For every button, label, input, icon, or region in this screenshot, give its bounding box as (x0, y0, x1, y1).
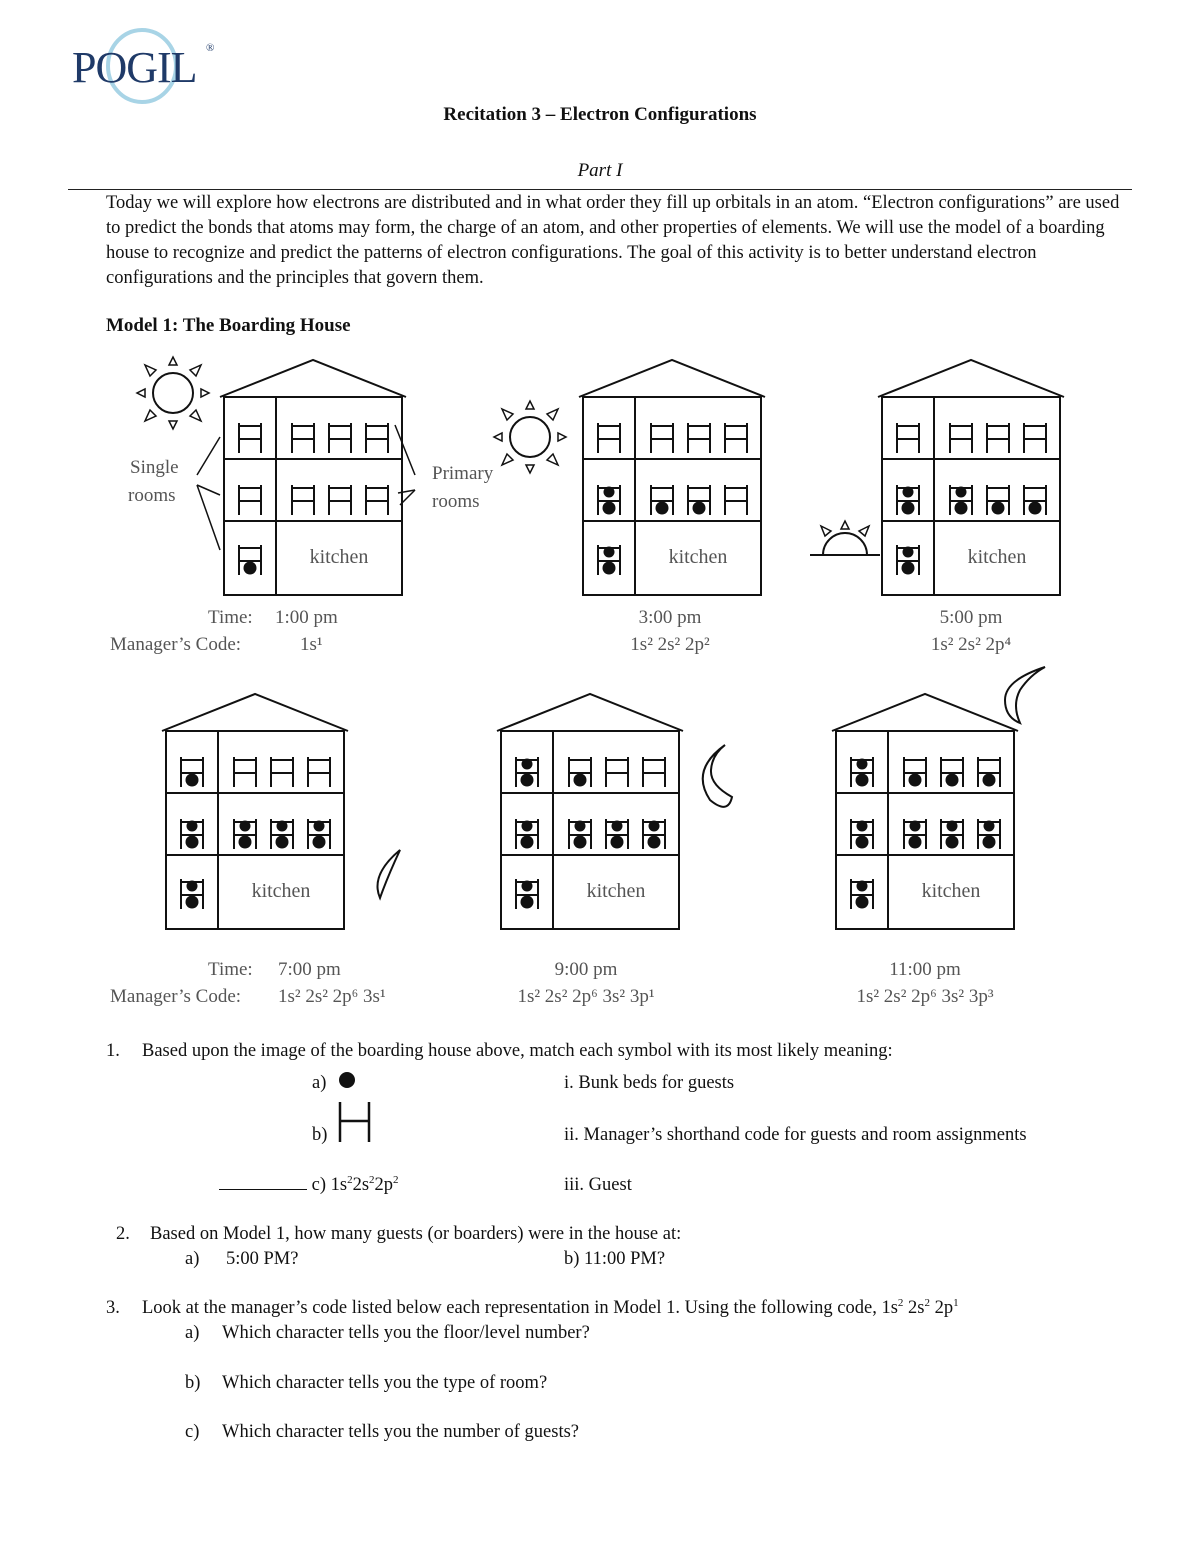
room (1024, 423, 1046, 453)
time-label-1: Time: (208, 607, 253, 628)
q3-text-main: Look at the manager’s code listed below each representation in Model 1. Using the following code, 1s (142, 1298, 898, 1318)
bunk-bed-icon (987, 423, 1009, 453)
room (598, 545, 620, 575)
guest-dot (187, 821, 198, 832)
q2-b-text: b) 11:00 PM? (564, 1249, 666, 1269)
room (308, 819, 330, 849)
room (234, 757, 256, 787)
room (851, 819, 873, 849)
house-time-3: 5:00 pm (939, 607, 1003, 628)
q1-c-sup-2: 2 (369, 1173, 375, 1186)
bunk-bed-icon (292, 423, 314, 453)
guest-dot (575, 821, 586, 832)
guest-dot (604, 547, 615, 558)
q1-text: Based upon the image of the boarding house above, match each symbol with its most likely meaning: (142, 1041, 893, 1061)
q1-c-answer-blank[interactable] (219, 1175, 307, 1190)
roof (832, 694, 1018, 731)
house-code-1: 1s¹ (300, 634, 323, 655)
guest-dot (240, 821, 251, 832)
room (366, 423, 388, 453)
room (308, 757, 330, 787)
room (569, 819, 591, 849)
house-3 (878, 360, 1064, 595)
bunk-bed-icon (329, 485, 351, 515)
document-title: Recitation 3 – Electron Configurations (443, 104, 757, 125)
roof (579, 360, 765, 397)
guest-dot (276, 836, 289, 849)
q3-sup-1: 2 (897, 1296, 904, 1309)
room (688, 423, 710, 453)
guest-dot (244, 562, 257, 575)
guest-dot (522, 821, 533, 832)
guest-dot (955, 502, 968, 515)
room (329, 485, 351, 515)
room (569, 757, 591, 787)
house-time-6: 11:00 pm (889, 959, 961, 980)
guest-dot (522, 759, 533, 770)
guest-dot (277, 821, 288, 832)
guest-dot (603, 502, 616, 515)
guest-dot (186, 896, 199, 909)
guest-dot (693, 502, 706, 515)
q2-a-text: 5:00 PM? (226, 1249, 299, 1269)
house-code-5: 1s² 2s² 2p⁶ 3s² 3p¹ (517, 986, 655, 1007)
room (239, 545, 261, 575)
room (606, 757, 628, 787)
q1-option-i: i. Bunk beds for guests (564, 1073, 735, 1093)
room (725, 485, 747, 515)
bunk-bed-icon (239, 485, 261, 515)
room (239, 485, 261, 515)
roof (162, 694, 348, 731)
guest-dot (909, 836, 922, 849)
kitchen-label: kitchen (921, 880, 981, 902)
guest-dot (857, 821, 868, 832)
q3-sup-2: 2 (924, 1296, 930, 1309)
kitchen-label: kitchen (309, 546, 369, 568)
bunk-bed-icon (239, 423, 261, 453)
guest-dot (186, 774, 199, 787)
room (643, 757, 665, 787)
bunk-bed-icon (1024, 423, 1046, 453)
bunk-bed-icon (337, 1100, 373, 1144)
guest-dot (946, 774, 959, 787)
guest-dot (239, 836, 252, 849)
guest-dot (856, 836, 869, 849)
guest-dot (1029, 502, 1042, 515)
room (234, 819, 256, 849)
room (904, 819, 926, 849)
q3-a-label: a) (185, 1323, 200, 1343)
guest-dot (611, 836, 624, 849)
room (950, 485, 972, 515)
bunk-bed-icon (308, 757, 330, 787)
room (897, 545, 919, 575)
room (987, 423, 1009, 453)
guest-dot (187, 881, 198, 892)
primary-rooms-label: Primary (432, 463, 494, 484)
q1-option-ii: ii. Manager’s shorthand code for guests and room assignments (564, 1125, 1027, 1145)
room (978, 757, 1000, 787)
room (851, 879, 873, 909)
room (606, 819, 628, 849)
bunk-bed-icon (366, 485, 388, 515)
sun-icon (494, 401, 566, 473)
time-label-2: Time: (208, 959, 253, 980)
room (978, 819, 1000, 849)
room (366, 485, 388, 515)
guest-dot (946, 836, 959, 849)
guest-dot (902, 562, 915, 575)
room (651, 423, 673, 453)
horizontal-rule (68, 189, 1132, 190)
pogil-logo (70, 28, 220, 108)
q1-c-prefix: c) 1s (311, 1175, 348, 1195)
guest-dot (604, 487, 615, 498)
room (987, 485, 1009, 515)
room (516, 879, 538, 909)
moon-icon (703, 745, 732, 807)
room (181, 879, 203, 909)
intro-paragraph: Today we will explore how electrons are distributed and in what order they fill up orbitals in an atom. “Electron configurations” are used to predict the bonds that atoms may form, the charge of an atom, and other properties of elements. We will use the model of a boarding house to recognize and predict the patterns of electron configurations. The goal of this activity is to better understand electron configurations and the principles that govern them. (106, 193, 1120, 288)
q1-c-2p: 2p (374, 1175, 394, 1195)
house-5 (497, 694, 683, 929)
guest-dot (574, 836, 587, 849)
room (598, 423, 620, 453)
room (292, 485, 314, 515)
room (516, 819, 538, 849)
guest-dot (186, 836, 199, 849)
guest-dot (656, 502, 669, 515)
logo-registered-mark: ® (206, 42, 215, 54)
room (1024, 485, 1046, 515)
room (941, 819, 963, 849)
guest-dot (313, 836, 326, 849)
bunk-bed-icon (366, 423, 388, 453)
code-label-2: Manager’s Code: (110, 986, 242, 1007)
bunk-bed-icon (329, 423, 351, 453)
code-label-1: Manager’s Code: (110, 634, 242, 655)
room (598, 485, 620, 515)
guest-dot (983, 836, 996, 849)
q3-a-text: Which character tells you the floor/level number? (222, 1323, 590, 1343)
q3-b-label: b) (185, 1373, 201, 1393)
bunk-bed-icon (606, 757, 628, 787)
guest-dot (521, 896, 534, 909)
house-code-4: 1s² 2s² 2p⁶ 3s¹ (278, 986, 386, 1007)
room (271, 819, 293, 849)
roof (220, 360, 406, 397)
room (851, 757, 873, 787)
single-rooms-label: Single (130, 457, 179, 478)
moon-icon (1005, 667, 1045, 723)
kitchen-label: kitchen (251, 880, 311, 902)
guest-dot-icon (337, 1070, 357, 1090)
sun-icon (137, 357, 209, 429)
roof (878, 360, 1064, 397)
guest-dot (314, 821, 325, 832)
q1-option-iii: iii. Guest (564, 1175, 632, 1195)
guest-dot (522, 881, 533, 892)
q3-b-text: Which character tells you the type of room? (222, 1373, 548, 1393)
guest-dot (648, 836, 661, 849)
bunk-bed-icon (292, 485, 314, 515)
boarding-house-diagram (100, 345, 1140, 1025)
q1-c-sup-1: 2 (347, 1173, 353, 1186)
guest-dot (984, 821, 995, 832)
guest-dot (910, 821, 921, 832)
room (941, 757, 963, 787)
q1-number: 1. (106, 1041, 120, 1061)
house-time-1: 1:00 pm (275, 607, 338, 628)
room (271, 757, 293, 787)
q1-c-sup-3: 2 (393, 1173, 399, 1186)
house-1 (220, 360, 406, 595)
roof (497, 694, 683, 731)
house-4 (162, 694, 348, 929)
kitchen-label: kitchen (668, 546, 728, 568)
guest-dot (983, 774, 996, 787)
guest-dot (856, 896, 869, 909)
q3-c-label: c) (185, 1422, 200, 1442)
bunk-bed-icon (725, 485, 747, 515)
q3-sup-3: 1 (953, 1296, 959, 1309)
house-code-3: 1s² 2s² 2p⁴ (930, 634, 1012, 655)
single-rooms-label-2: rooms (128, 485, 176, 506)
house-code-2: 1s² 2s² 2p² (630, 634, 710, 655)
guest-dot (947, 821, 958, 832)
q1-c-2s: 2s (352, 1175, 370, 1195)
guest-dot (992, 502, 1005, 515)
room (950, 423, 972, 453)
room (643, 819, 665, 849)
q3-text-2p: 2p (934, 1298, 954, 1318)
house-code-6: 1s² 2s² 2p⁶ 3s² 3p³ (856, 986, 994, 1007)
bunk-bed-icon (725, 423, 747, 453)
guest-dot (574, 774, 587, 787)
q2-a-label: a) (185, 1249, 200, 1269)
house-time-5: 9:00 pm (554, 959, 618, 980)
kitchen-label: kitchen (967, 546, 1027, 568)
room (904, 757, 926, 787)
kitchen-label: kitchen (586, 880, 646, 902)
q1-b-label: b) (312, 1125, 328, 1145)
room (292, 423, 314, 453)
room (897, 485, 919, 515)
part-heading: Part I (577, 160, 623, 181)
bunk-bed-icon (897, 423, 919, 453)
bunk-bed-icon (234, 757, 256, 787)
guest-dot (649, 821, 660, 832)
q2-text: Based on Model 1, how many guests (or boarders) were in the house at: (150, 1224, 682, 1244)
logo-text: POGIL (72, 43, 197, 92)
q3-text-2s: 2s (908, 1298, 925, 1318)
guest-dot (612, 821, 623, 832)
model-title: Model 1: The Boarding House (106, 315, 351, 336)
house-2 (579, 360, 765, 595)
bunk-bed-icon (950, 423, 972, 453)
bunk-bed-icon (688, 423, 710, 453)
room (725, 423, 747, 453)
guest-dot (857, 881, 868, 892)
room (329, 423, 351, 453)
guest-dot (856, 774, 869, 787)
bunk-bed-icon (598, 423, 620, 453)
bunk-bed-icon (651, 423, 673, 453)
room (688, 485, 710, 515)
house-6 (832, 694, 1018, 929)
house-time-2: 3:00 pm (638, 607, 702, 628)
q1-c-row (219, 1175, 399, 1196)
bunk-bed-icon (271, 757, 293, 787)
guest-dot (909, 774, 922, 787)
room (516, 757, 538, 787)
moon-icon (378, 850, 401, 898)
house-time-4: 7:00 pm (278, 959, 341, 980)
guest-dot (903, 547, 914, 558)
room (897, 423, 919, 453)
bunk-bed-icon (643, 757, 665, 787)
q2-number: 2. (116, 1224, 130, 1244)
guest-dot (603, 562, 616, 575)
room (181, 819, 203, 849)
room (239, 423, 261, 453)
setting-sun-icon (810, 521, 880, 555)
guest-dot (521, 836, 534, 849)
room (181, 757, 203, 787)
q1-a-label: a) (312, 1073, 327, 1093)
guest-dot (521, 774, 534, 787)
guest-dot (903, 487, 914, 498)
primary-rooms-label-2: rooms (432, 491, 480, 512)
q3-c-text: Which character tells you the number of guests? (222, 1422, 580, 1442)
q3-text (142, 1298, 959, 1319)
guest-dot (956, 487, 967, 498)
guest-dot (857, 759, 868, 770)
q3-number: 3. (106, 1298, 120, 1318)
room (651, 485, 673, 515)
guest-dot (902, 502, 915, 515)
